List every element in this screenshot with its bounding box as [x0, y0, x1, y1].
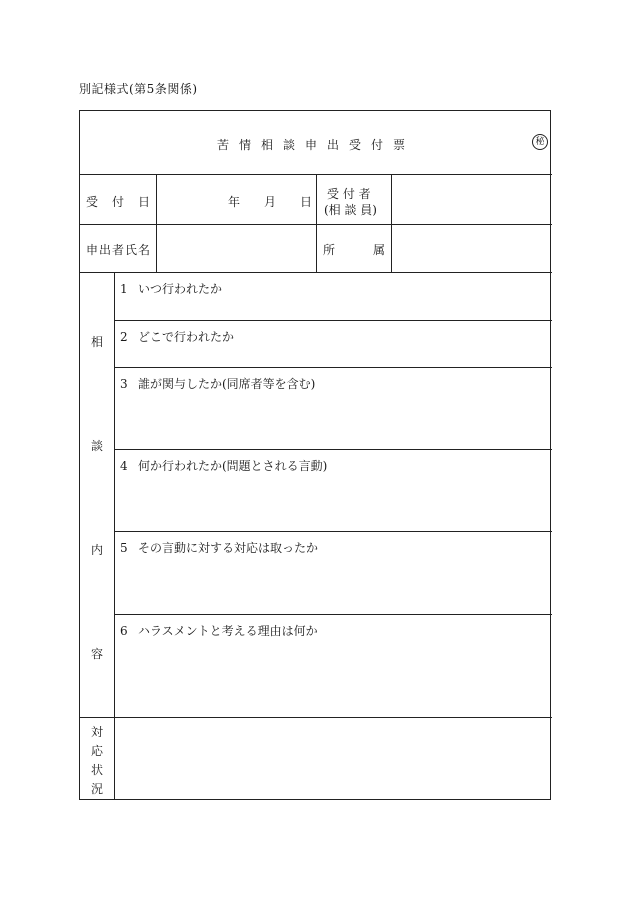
affiliation-field[interactable] [396, 227, 546, 269]
response-side-label-4: 況 [90, 782, 103, 796]
consultation-item-2[interactable]: 2 どこで行われたか [120, 330, 235, 344]
divider-reception-date [156, 174, 157, 224]
response-side-label-2: 応 [90, 744, 103, 758]
receiver-sublabel: (相 談 員) [324, 203, 377, 217]
consultation-item-5[interactable]: 5 その言動に対する対応は取ったか [120, 541, 319, 555]
date-unit-day: 日 [300, 195, 313, 209]
divider-item-3 [114, 449, 552, 450]
response-side-label-3: 状 [90, 763, 103, 777]
divider-item-5 [114, 614, 552, 615]
response-side-label-1: 対 [90, 725, 103, 739]
divider-item-2 [114, 367, 552, 368]
date-unit-month: 月 [264, 195, 277, 209]
divider-receiver-label [316, 174, 317, 272]
divider-consultation [80, 717, 552, 718]
date-unit-year: 年 [228, 195, 241, 209]
applicant-name-label: 申出者氏名 [86, 243, 152, 257]
form-caption: 別記様式(第5条関係) [79, 82, 198, 96]
reception-date-label: 受 付 日 [86, 195, 150, 209]
divider-item-1 [114, 320, 552, 321]
consultation-item-1[interactable]: 1 いつ行われたか [120, 282, 223, 296]
consultation-item-4[interactable]: 4 何か行われたか(問題とされる言動) [120, 459, 328, 473]
consultation-side-label-3: 内 [90, 543, 103, 557]
consultation-side-label-2: 談 [90, 439, 103, 453]
divider-applicant [80, 272, 552, 273]
divider-receiver-value [391, 174, 392, 272]
divider-side-column [114, 272, 115, 800]
divider-applicant-name [156, 224, 157, 272]
consultation-side-label-4: 容 [90, 647, 103, 661]
applicant-name-field[interactable] [160, 227, 312, 269]
consultation-item-6[interactable]: 6 ハラスメントと考える理由は何か [120, 624, 318, 638]
receiver-label: 受 付 者 [327, 187, 371, 201]
affiliation-label: 所 属 [323, 243, 385, 257]
confidential-stamp-icon: 秘 [532, 134, 548, 150]
receiver-field[interactable] [396, 177, 546, 221]
consultation-side-label-1: 相 [90, 335, 103, 349]
consultation-item-3[interactable]: 3 誰が関与したか(同席者等を含む) [120, 377, 316, 391]
response-status-field[interactable] [120, 721, 546, 795]
form-title: 苦情相談申出受付票 [216, 138, 415, 152]
divider-item-4 [114, 531, 552, 532]
complaint-reception-form [79, 110, 551, 800]
